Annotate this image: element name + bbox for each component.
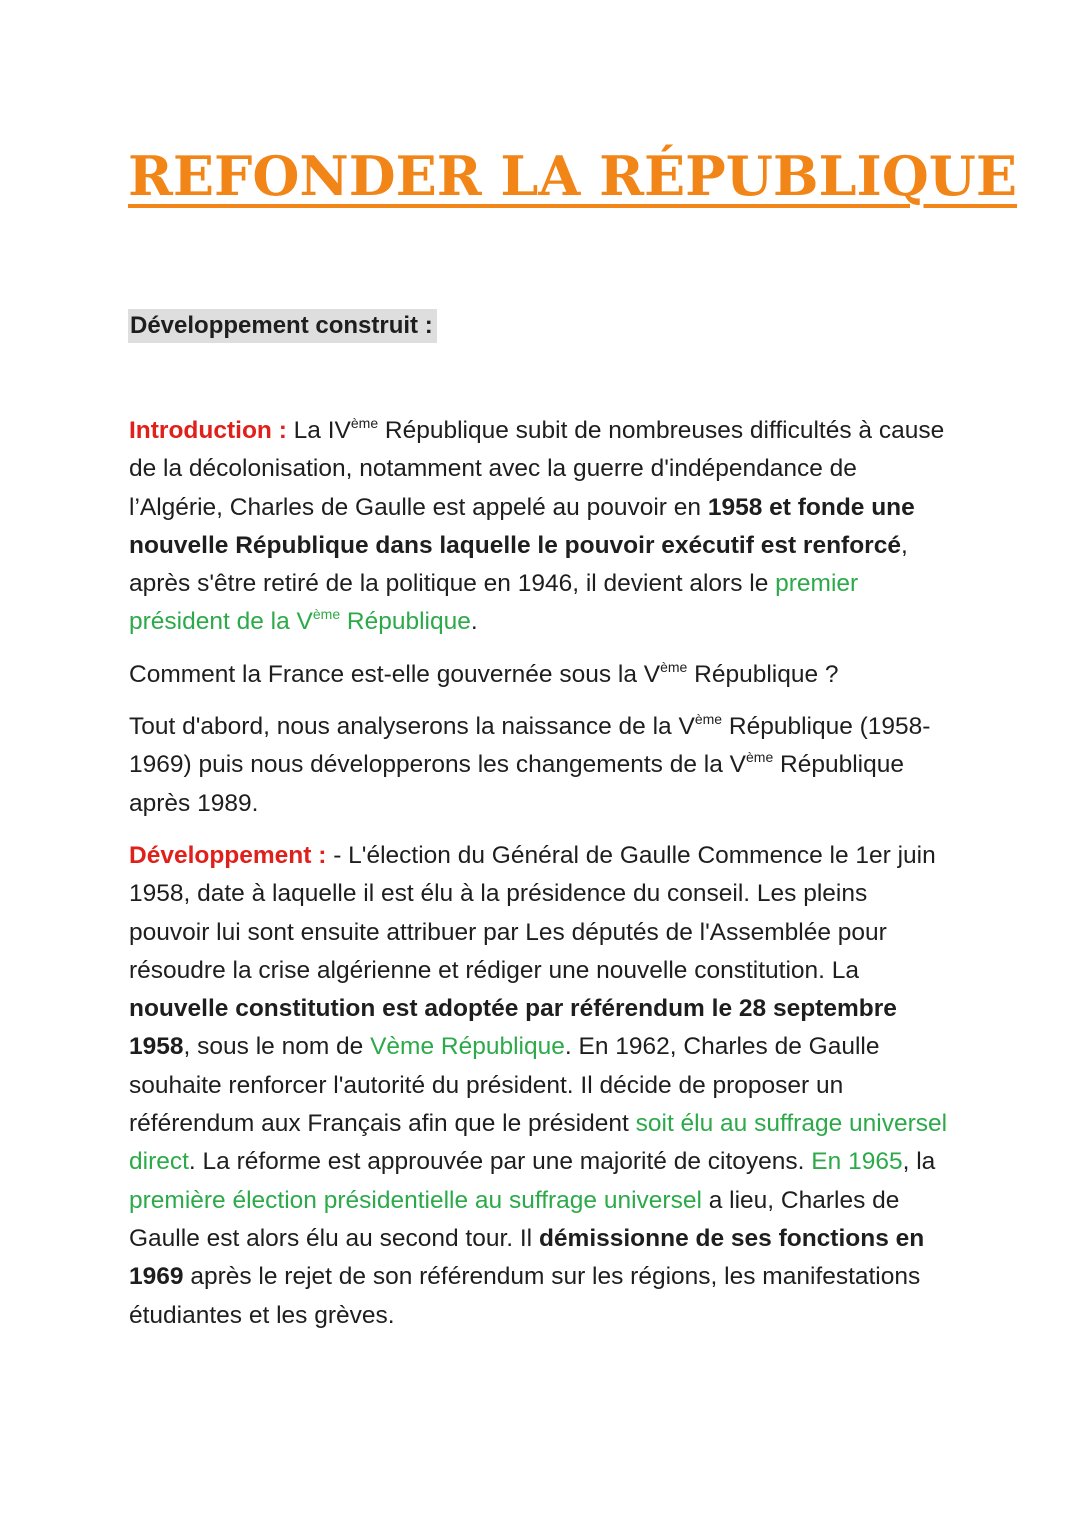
plan-text-2: République (1958-1969) puis nous développerons les changements de la V — [129, 713, 931, 779]
dev-highlight-3: En 1965 — [811, 1148, 903, 1176]
intro-text-2: République subit de nombreuses difficultés à cause de la décolonisation, notamment avec la guerre d'indépendance de l’Algérie, Charles de Gaulle est appelé au pouvoir en — [129, 417, 945, 521]
development-label: Développement : — [129, 841, 327, 869]
dev-text-3: . En 1962, Charles de Gaulle souhaite renforcer l'autorité du président. Il décide de proposer un référendum aux Français afin que le président — [129, 1033, 880, 1138]
dev-text-7: après le rejet de son référendum sur les régions, les manifestations étudiantes et les grèves. — [129, 1263, 921, 1329]
intro-text-1: La IV — [286, 417, 351, 444]
dev-text-5: , la — [902, 1148, 936, 1176]
question-text-2: République ? — [687, 660, 839, 688]
intro-highlight-1b: République — [340, 608, 471, 636]
superscript-eme: ème — [660, 658, 688, 675]
intro-text-4: . — [470, 608, 478, 636]
dev-text-1: - L'élection du Général de Gaulle Commence le 1er juin 1958, date à laquelle il est élu à la présidence du conseil. Les pleins pouvoir lui sont ensuite attribuer par Les députés de l'Assemblée pour résoudre la crise algérienne et rédiger une nouvelle constitution. La — [129, 841, 936, 984]
dev-text-4: . La réforme est approuvée par une majorité de citoyens. — [188, 1148, 812, 1176]
superscript-eme: ème — [694, 711, 723, 728]
superscript-eme: ème — [746, 749, 774, 766]
plan-text-1: Tout d'abord, nous analyserons la naissance de la V — [129, 713, 695, 741]
intro-text-3: , après s'être retiré de la politique en 1946, il devient alors le — [129, 531, 908, 598]
introduction-paragraph — [129, 412, 954, 642]
dev-bold-1: nouvelle constitution est adoptée par référendum le 28 septembre 1958 — [129, 995, 897, 1061]
dev-text-6: a lieu, Charles de Gaulle est alors élu au second tour. Il — [129, 1186, 900, 1252]
page-title: REFONDER LA RÉPUBLIQUE — [128, 144, 1017, 208]
dev-bold-2: démissionne de ses fonctions en 1969 — [129, 1224, 925, 1291]
section-subheading: Développement construit : — [128, 309, 437, 343]
dev-highlight-2: soit élu au suffrage universel direct — [129, 1110, 948, 1176]
plan-paragraph — [129, 708, 954, 823]
problem-question — [129, 656, 954, 694]
dev-highlight-4: première élection présidentielle au suffrage universel — [129, 1186, 702, 1214]
development-paragraph — [129, 837, 954, 1335]
dev-text-2: , sous le nom de — [183, 1033, 371, 1061]
superscript-eme: ème — [350, 415, 379, 431]
document-body — [129, 412, 954, 1349]
dev-highlight-1: Vème République — [370, 1033, 565, 1061]
superscript-eme: ème — [312, 606, 341, 623]
question-text-1: Comment la France est-elle gouvernée sous la V — [129, 660, 661, 688]
intro-highlight-1a: premier président de la V — [129, 570, 859, 636]
plan-text-3: République après 1989. — [129, 751, 905, 817]
intro-bold-1: 1958 et fonde une nouvelle République dans laquelle le pouvoir exécutif est renforcé — [129, 493, 915, 559]
introduction-label: Introduction : — [129, 417, 287, 444]
